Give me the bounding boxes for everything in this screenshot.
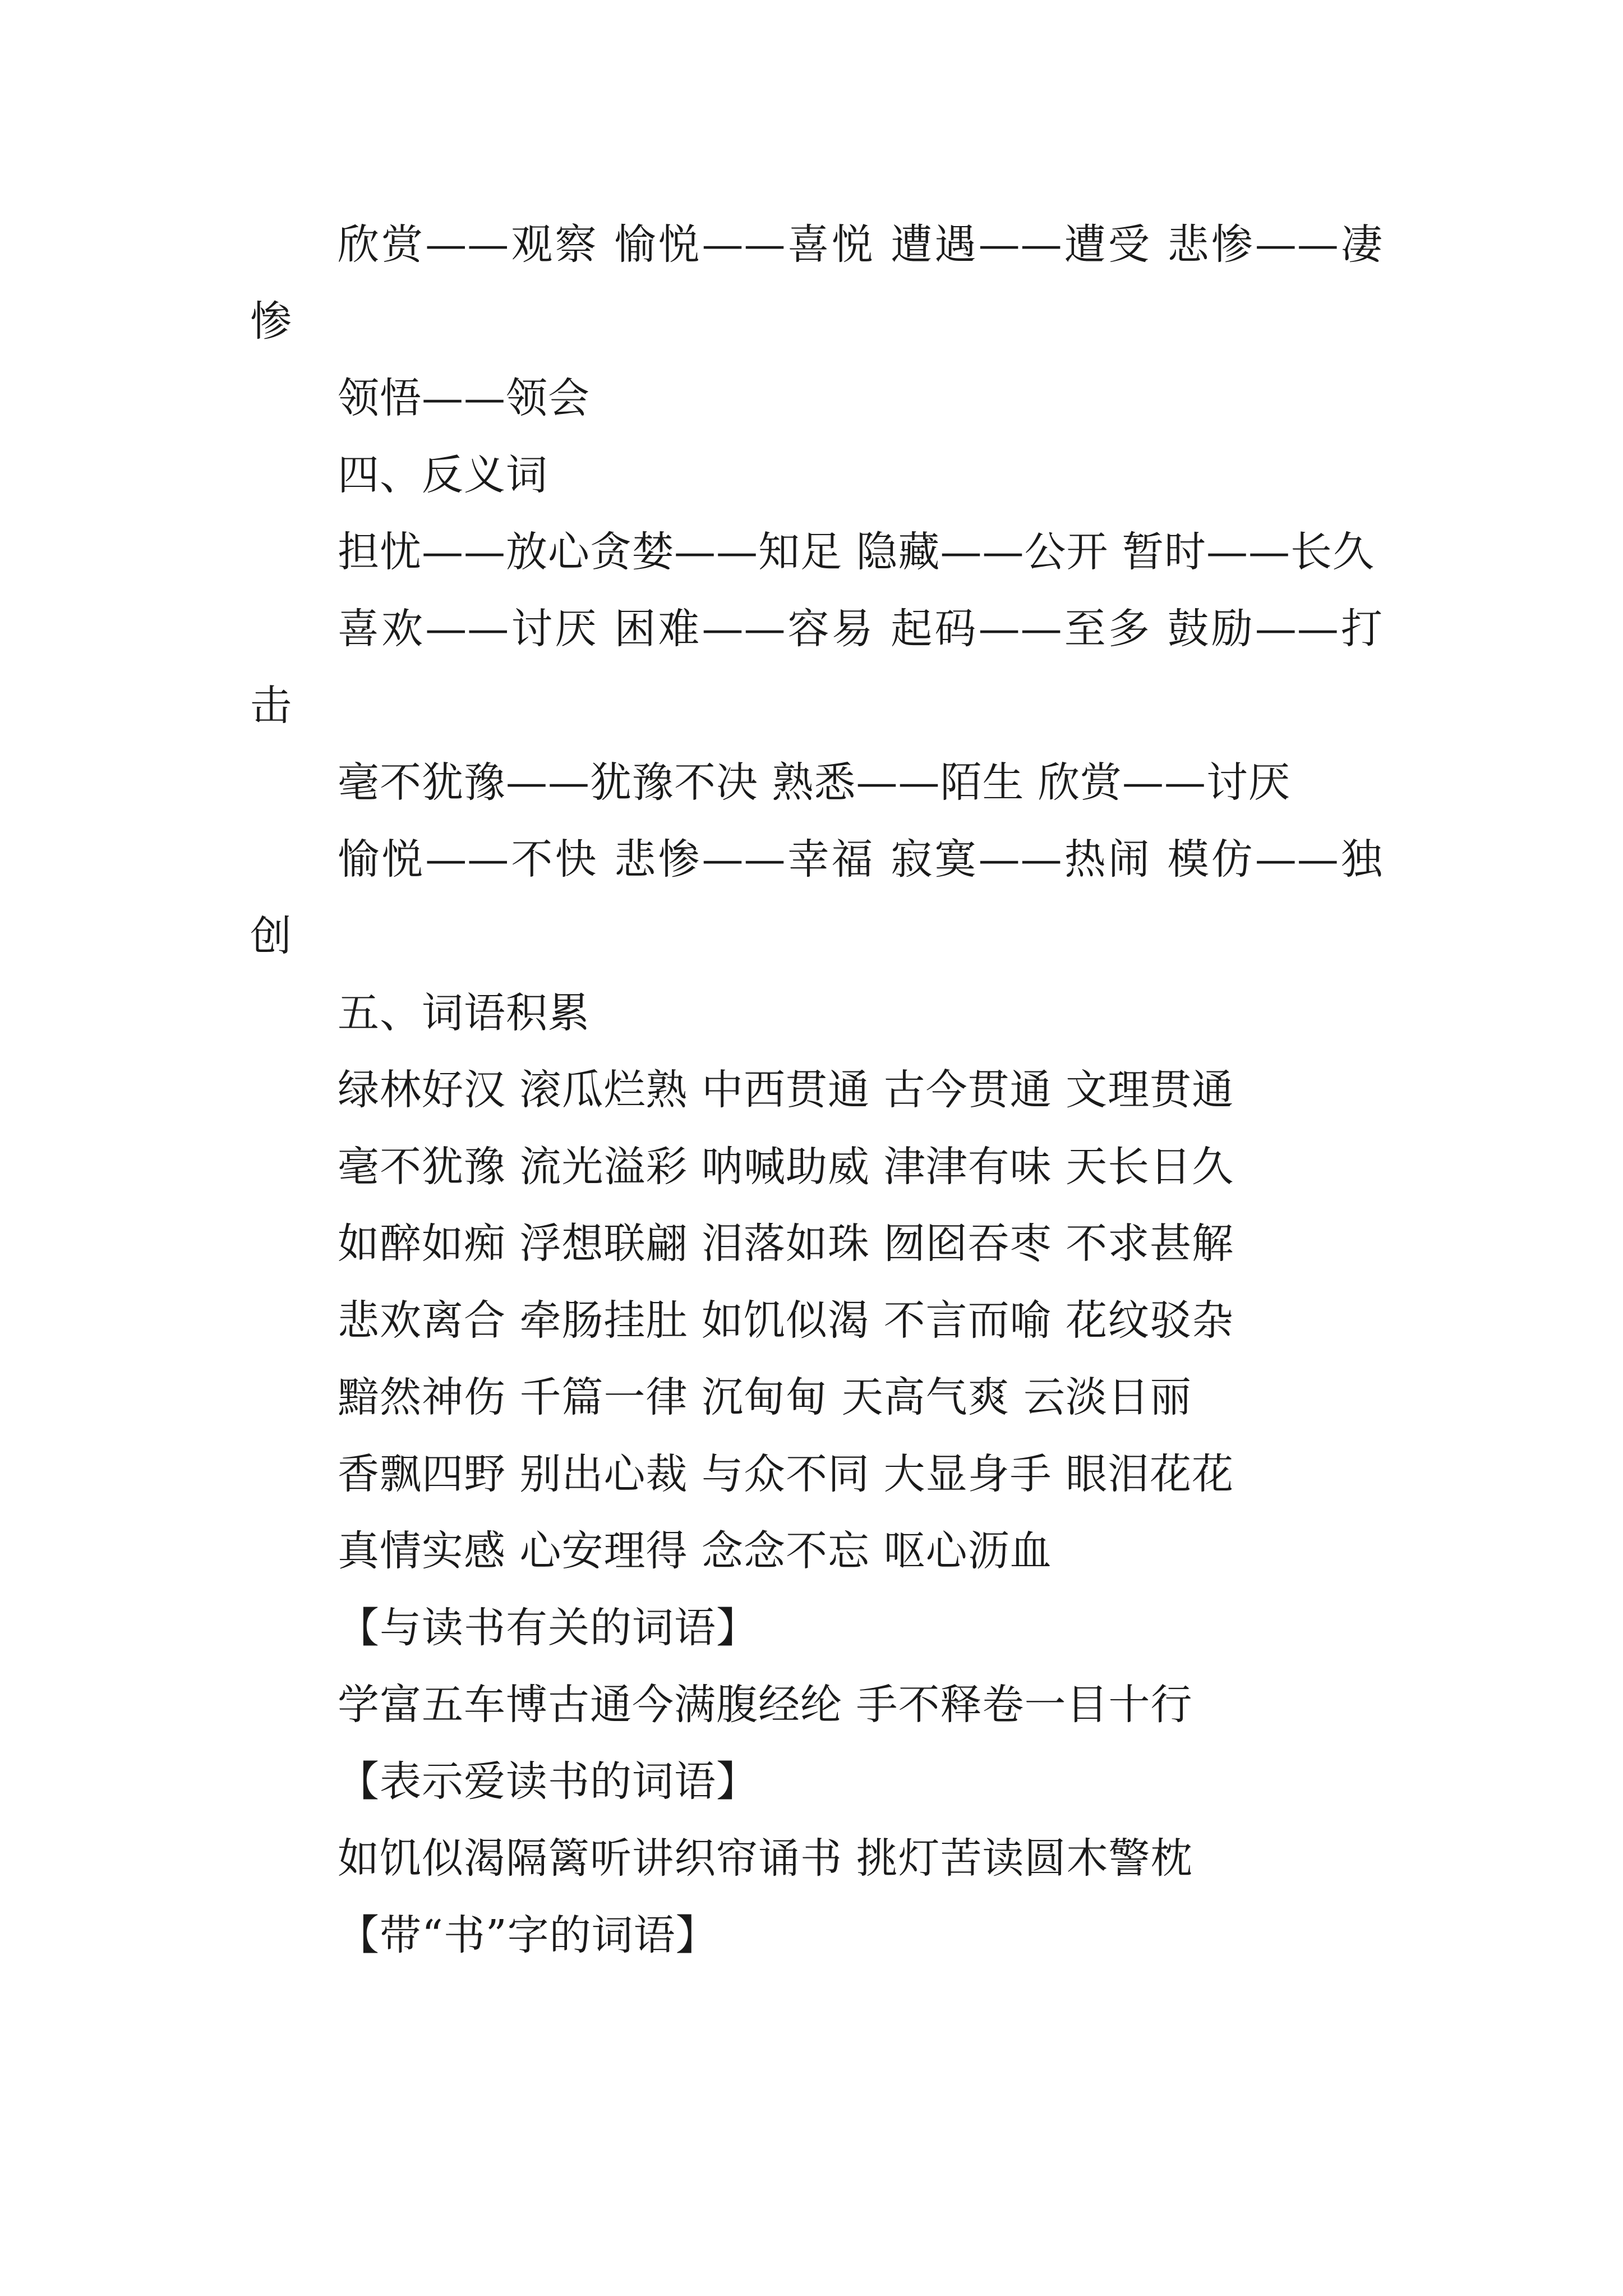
antonym-line-4: 愉悦——不快 悲惨——幸福 寂寞——热闹 模仿——独创 — [250, 835, 1383, 960]
section-heading-antonyms: 四、反义词 — [338, 451, 548, 499]
document-body — [250, 206, 1383, 1974]
vocabulary-line-5: 黯然神伤 千篇一律 沉甸甸 天高气爽 云淡日丽 — [338, 1373, 1192, 1421]
vocabulary-line-3: 如醉如痴 浮想联翩 泪落如珠 囫囵吞枣 不求甚解 — [338, 1220, 1234, 1268]
synonym-line-1: 欣赏——观察 愉悦——喜悦 遭遇——遭受 悲惨——凄惨 — [250, 220, 1383, 346]
vocabulary-line-2: 毫不犹豫 流光溢彩 呐喊助威 津津有味 天长日久 — [338, 1143, 1234, 1191]
vocabulary-line-4: 悲欢离合 牵肠挂肚 如饥似渴 不言而喻 花纹驳杂 — [338, 1296, 1234, 1345]
love-reading-words-line: 如饥似渴隔篱听讲织帘诵书 挑灯苦读圆木警枕 — [338, 1834, 1193, 1883]
synonym-line-2: 领悟——领会 — [338, 374, 590, 422]
vocabulary-line-1: 绿林好汉 滚瓜烂熟 中西贯通 古今贯通 文理贯通 — [338, 1066, 1234, 1114]
vocabulary-line-7: 真情实感 心安理得 念念不忘 呕心沥血 — [338, 1527, 1052, 1575]
subheading-reading-words: 【与读书有关的词语】 — [338, 1604, 758, 1652]
vocabulary-line-6: 香飘四野 别出心裁 与众不同 大显身手 眼泪花花 — [338, 1450, 1234, 1498]
subheading-shu-character-words: 【带“书”字的词语】 — [338, 1911, 718, 1959]
section-heading-vocabulary: 五、词语积累 — [338, 989, 590, 1037]
subheading-love-reading-words: 【表示爱读书的词语】 — [338, 1757, 758, 1806]
antonym-line-2: 喜欢——讨厌 困难——容易 起码——至多 鼓励——打击 — [250, 605, 1383, 730]
reading-words-line: 学富五车博古通今满腹经纶 手不释卷一目十行 — [338, 1681, 1193, 1729]
antonym-line-3: 毫不犹豫——犹豫不决 熟悉——陌生 欣赏——讨厌 — [338, 758, 1291, 807]
antonym-line-1: 担忧——放心贪婪——知足 隐藏——公开 暂时——长久 — [338, 528, 1375, 576]
